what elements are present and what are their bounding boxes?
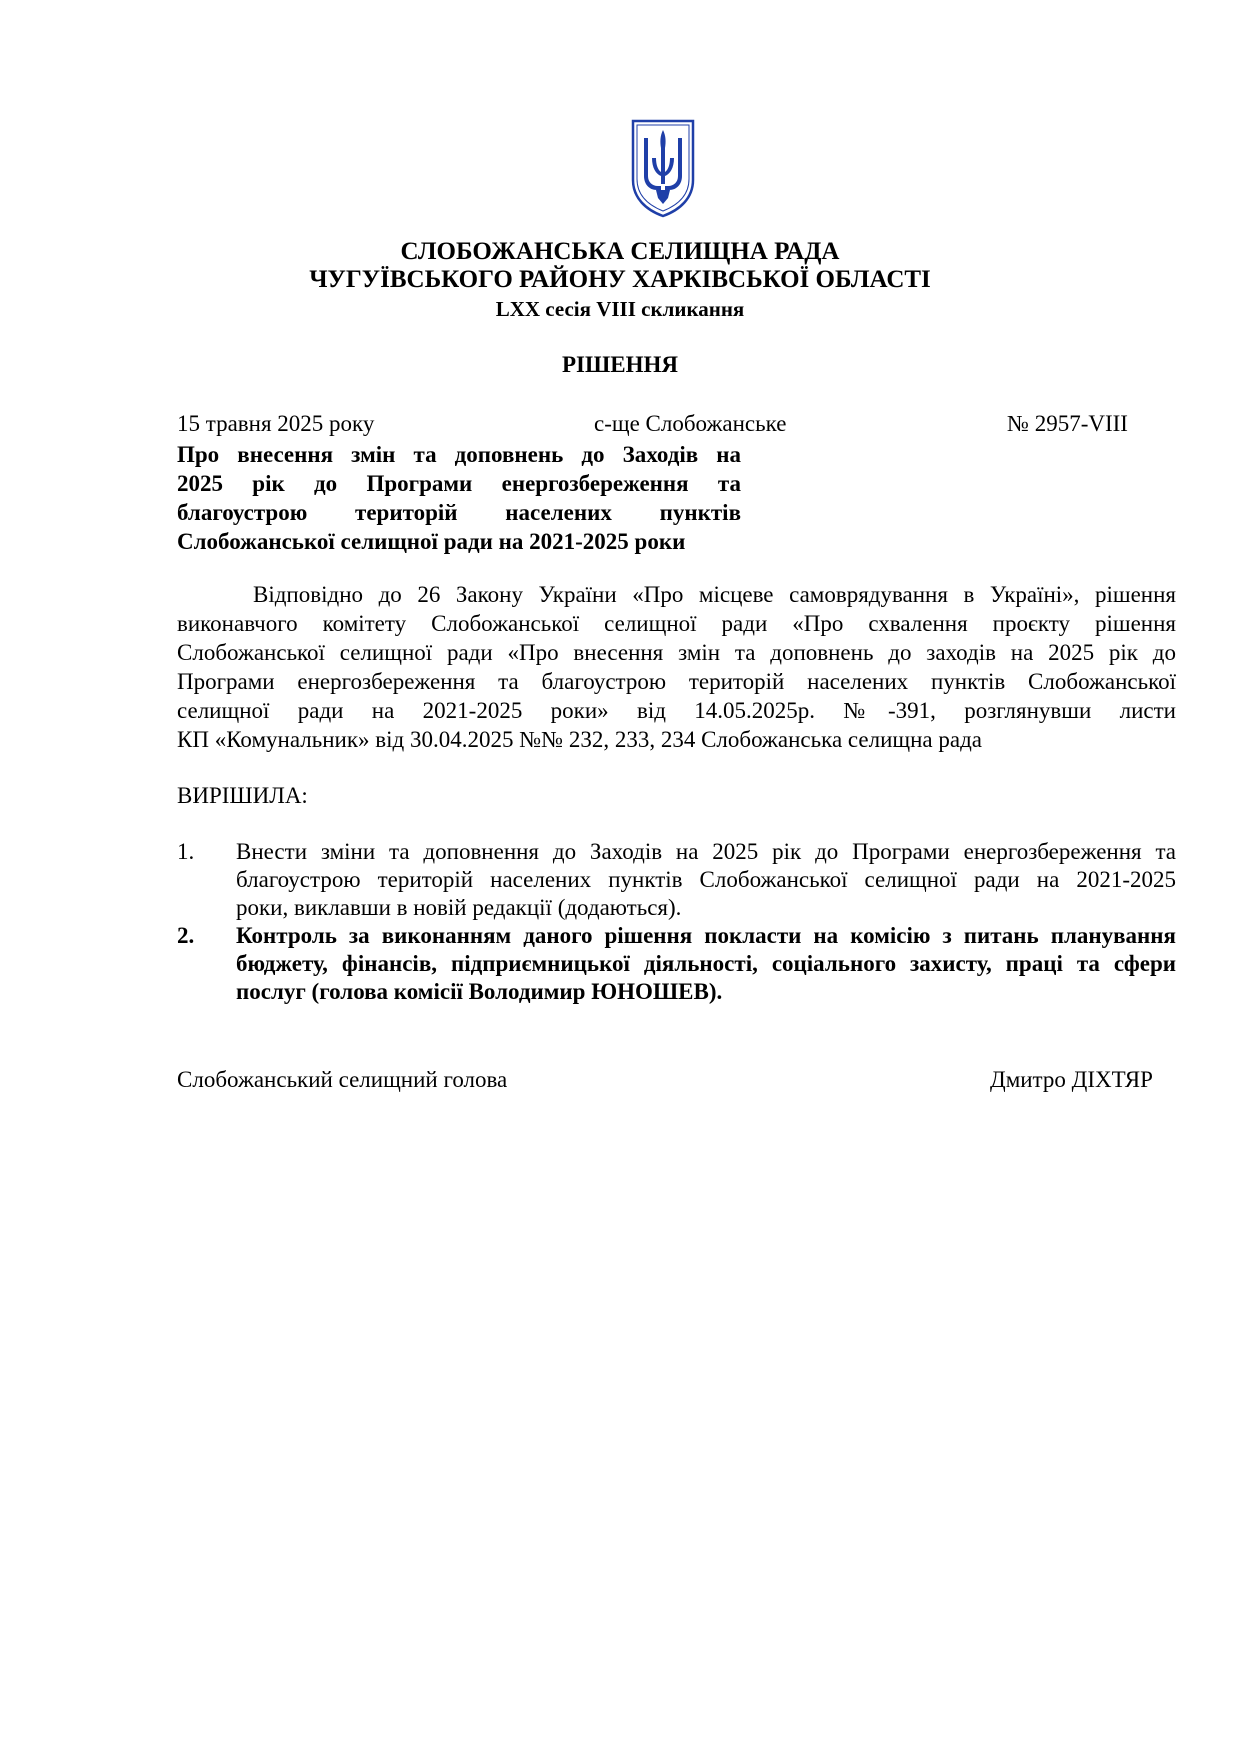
signatory-name: Дмитро ДІХТЯР [990, 1067, 1153, 1092]
preamble-line: виконавчого комітету Слобожанської селищної ради «Про схвалення проєкту рішення [177, 611, 1176, 636]
item-number: 1. [177, 839, 195, 864]
preamble-line: Програми енергозбереження та благоустрою територій населених пунктів Слобожанської [177, 669, 1176, 694]
item-text [236, 922, 1176, 1006]
subject-line: благоустрою територій населених пунктів [177, 500, 741, 525]
preamble-line: Відповідно до 26 Закону України «Про місцеве самоврядування в Україні», рішення [253, 582, 1176, 607]
session-line: LXX сесія VIII скликання [495, 297, 745, 321]
subject-line: 2025 рік до Програми енергозбереження та [177, 471, 741, 496]
decision-number: № 2957-VIII [1007, 411, 1128, 436]
item-number: 2. [177, 923, 195, 948]
subject-line: Слобожанської селищної ради на 2021-2025 роки [177, 529, 686, 554]
subject-line: Про внесення змін та доповнень до Заходів на [177, 442, 741, 467]
decision-place: с-ще Слобожанське [594, 411, 787, 436]
item-line: Контроль за виконанням даного рішення покласти на комісію з питань планування [236, 923, 1176, 948]
decision-date: 15 травня 2025 року [177, 411, 375, 436]
item-line: благоустрою територій населених пунктів Слобожанської селищної ради на 2021-2025 [236, 867, 1176, 892]
district-name: ЧУГУЇВСЬКОГО РАЙОНУ ХАРКІВСЬКОЇ ОБЛАСТІ [309, 266, 931, 293]
signatory-position: Слобожанський селищний голова [177, 1067, 508, 1092]
item-line: Внести зміни та доповнення до Заходів на 2025 рік до Програми енергозбереження та [236, 839, 1176, 864]
item-text [236, 838, 1176, 922]
resolved-label: ВИРІШИЛА: [177, 783, 308, 808]
trident-coat-of-arms-icon [630, 118, 696, 218]
council-name: СЛОБОЖАНСЬКА СЕЛИЩНА РАДА [400, 238, 840, 265]
decision-subject [177, 440, 741, 556]
preamble [177, 580, 1176, 754]
preamble-line: КП «Комунальник» від 30.04.2025 №№ 232, 233, 234 Слобожанська селищна рада [177, 727, 982, 752]
item-line: бюджету, фінансів, підприємницької діяльності, соціального захисту, праці та сфери [236, 951, 1176, 976]
resolution-item-2 [177, 922, 1177, 1012]
preamble-line: селищної ради на 2021-2025 роки» від 14.05.2025р. №-391, розглянувши листи [177, 698, 1176, 723]
preamble-line: Слобожанської селищної ради «Про внесення змін та доповнень до заходів на 2025 рік до [177, 640, 1176, 665]
item-line: послуг (голова комісії Володимир ЮНОШЕВ). [236, 979, 723, 1004]
item-line: роки, виклавши в новій редакції (додаються). [236, 895, 682, 920]
document-type: РІШЕННЯ [562, 352, 678, 377]
resolution-item-1 [177, 838, 1177, 928]
